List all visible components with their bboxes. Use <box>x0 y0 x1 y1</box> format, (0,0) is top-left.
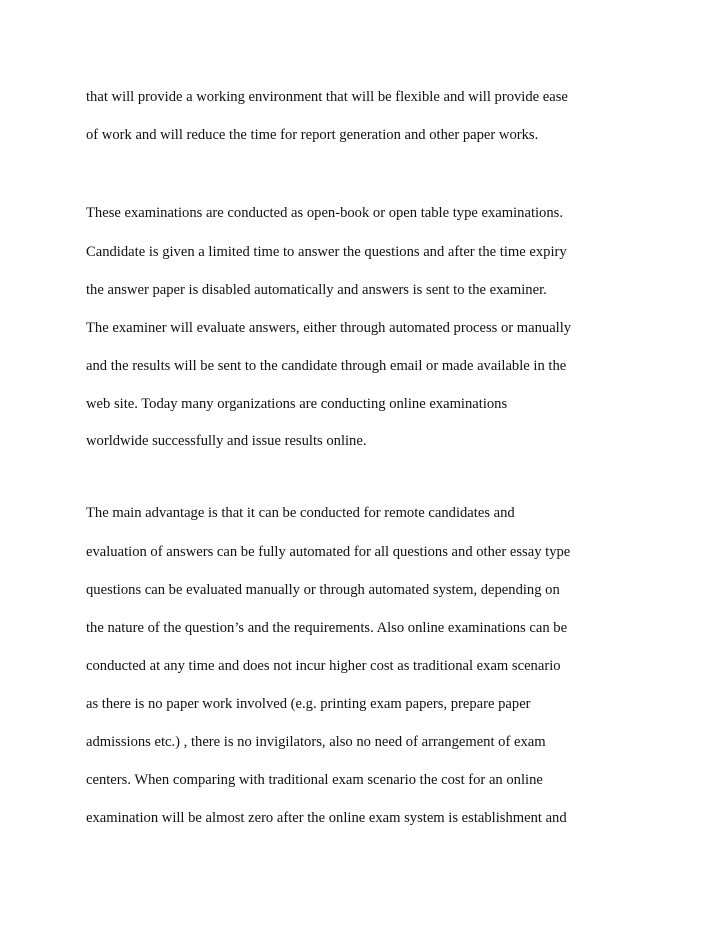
paragraph-3-line-2: evaluation of answers can be fully automated for all questions and other essay type <box>86 544 571 560</box>
paragraph-3-line-8: centers. When comparing with traditional exam scenario the cost for an online <box>86 772 543 788</box>
paragraph-3-line-1: The main advantage is that it can be conducted for remote candidates and <box>86 505 515 521</box>
paragraph-2-line-7: worldwide successfully and issue results online. <box>86 433 367 449</box>
paragraph-2-line-4: The examiner will evaluate answers, either through automated process or manually <box>86 320 572 336</box>
paragraph-2-line-1: These examinations are conducted as open-book or open table type examinations. <box>86 205 563 221</box>
paragraph-3-line-6: as there is no paper work involved (e.g. printing exam papers, prepare paper <box>86 696 531 712</box>
paragraph-2-line-5: and the results will be sent to the candidate through email or made available in the <box>86 358 567 374</box>
paragraph-3-line-9: examination will be almost zero after the online exam system is establishment and <box>86 810 567 826</box>
paragraph-3-line-4: the nature of the question’s and the requirements. Also online examinations can be <box>86 620 568 636</box>
paragraph-2-line-3: the answer paper is disabled automatically and answers is sent to the examiner. <box>86 282 547 298</box>
paragraph-3-line-5: conducted at any time and does not incur higher cost as traditional exam scenario <box>86 658 561 674</box>
paragraph-1-line-2: of work and will reduce the time for report generation and other paper works. <box>86 127 539 143</box>
paragraph-2-line-2: Candidate is given a limited time to answer the questions and after the time expiry <box>86 244 567 260</box>
paragraph-3-line-7: admissions etc.) , there is no invigilators, also no need of arrangement of exam <box>86 734 546 750</box>
paragraph-1-line-1: that will provide a working environment that will be flexible and will provide ease <box>86 89 568 105</box>
paragraph-3-line-3: questions can be evaluated manually or through automated system, depending on <box>86 582 560 598</box>
paragraph-2-line-6: web site. Today many organizations are conducting online examinations <box>86 396 508 412</box>
